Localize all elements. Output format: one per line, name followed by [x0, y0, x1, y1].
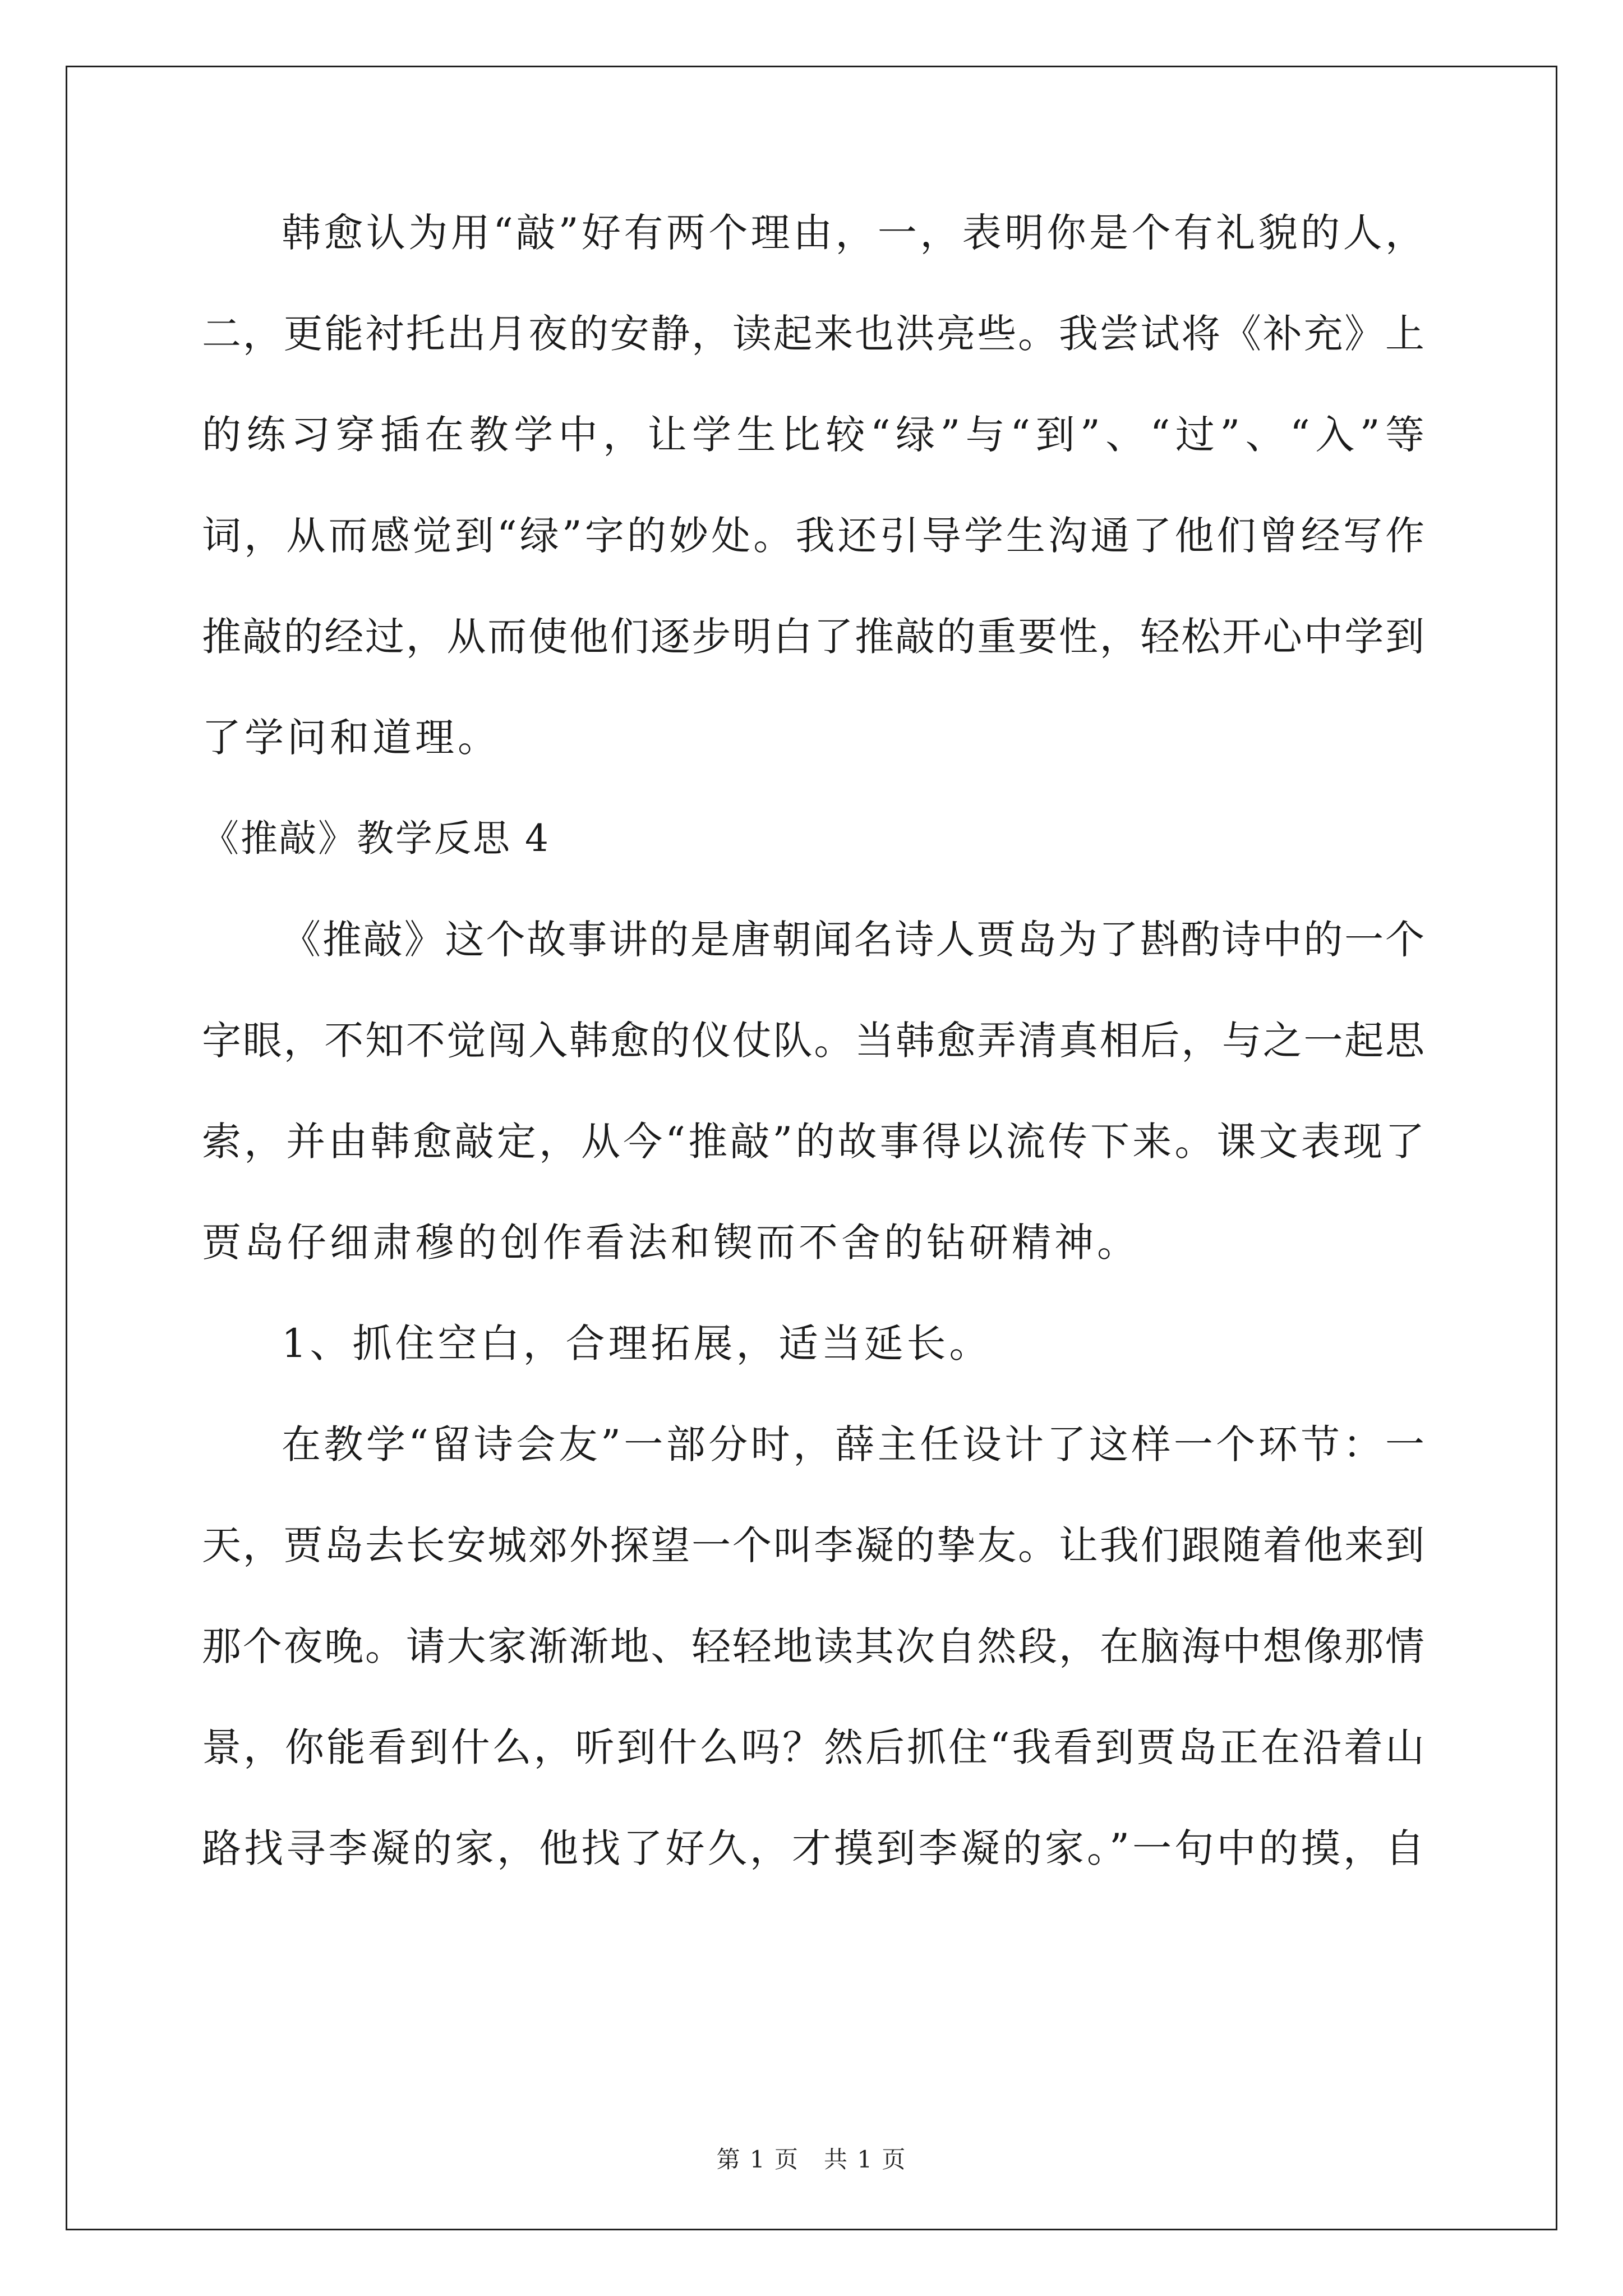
paragraph-line: 的练习穿插在教学中，让学生比较“绿”与“到”、“过”、“入”等 [202, 412, 1424, 458]
paragraph-line: 字眼，不知不觉闯入韩愈的仪仗队。当韩愈弄清真相后，与之一起思 [202, 1018, 1424, 1064]
page-number-footer: 第 1 页 共 1 页 [716, 2146, 907, 2173]
paragraph-line: 词，从而感觉到“绿”字的妙处。我还引导学生沟通了他们曾经写作 [202, 513, 1424, 559]
section-heading: 《推敲》教学反思 4 [202, 817, 550, 860]
subheading-line: 1、抓住空白，合理拓展，适当延长。 [282, 1320, 992, 1366]
paragraph-line: 贾岛仔细肃穆的创作看法和锲而不舍的钻研精神。 [202, 1220, 1140, 1266]
paragraph-line: 索，并由韩愈敲定，从今“推敲”的故事得以流传下来。课文表现了 [202, 1119, 1424, 1165]
paragraph-line: 《推敲》这个故事讲的是唐朝闻名诗人贾岛为了斟酌诗中的一个 [282, 917, 1424, 963]
paragraph-line: 韩愈认为用“敲”好有两个理由，一，表明你是个有礼貌的人， [282, 210, 1424, 256]
paragraph-line: 路找寻李凝的家，他找了好久，才摸到李凝的家。”一句中的摸，自 [202, 1825, 1424, 1871]
paragraph-line: 在教学“留诗会友”一部分时，薛主任设计了这样一个环节：一 [282, 1421, 1424, 1467]
paragraph-line: 景，你能看到什么，听到什么吗？然后抓住“我看到贾岛正在沿着山 [202, 1724, 1424, 1770]
paragraph-line: 了学问和道理。 [202, 715, 500, 761]
paragraph-line: 二，更能衬托出月夜的安静，读起来也洪亮些。我尝试将《补充》上 [202, 311, 1424, 357]
paragraph-line: 天，贾岛去长安城郊外探望一个叫李凝的挚友。让我们跟随着他来到 [202, 1522, 1424, 1568]
paragraph-line: 那个夜晚。请大家渐渐地、轻轻地读其次自然段，在脑海中想像那情 [202, 1623, 1424, 1669]
paragraph-line: 推敲的经过，从而使他们逐步明白了推敲的重要性，轻松开心中学到 [202, 614, 1424, 660]
